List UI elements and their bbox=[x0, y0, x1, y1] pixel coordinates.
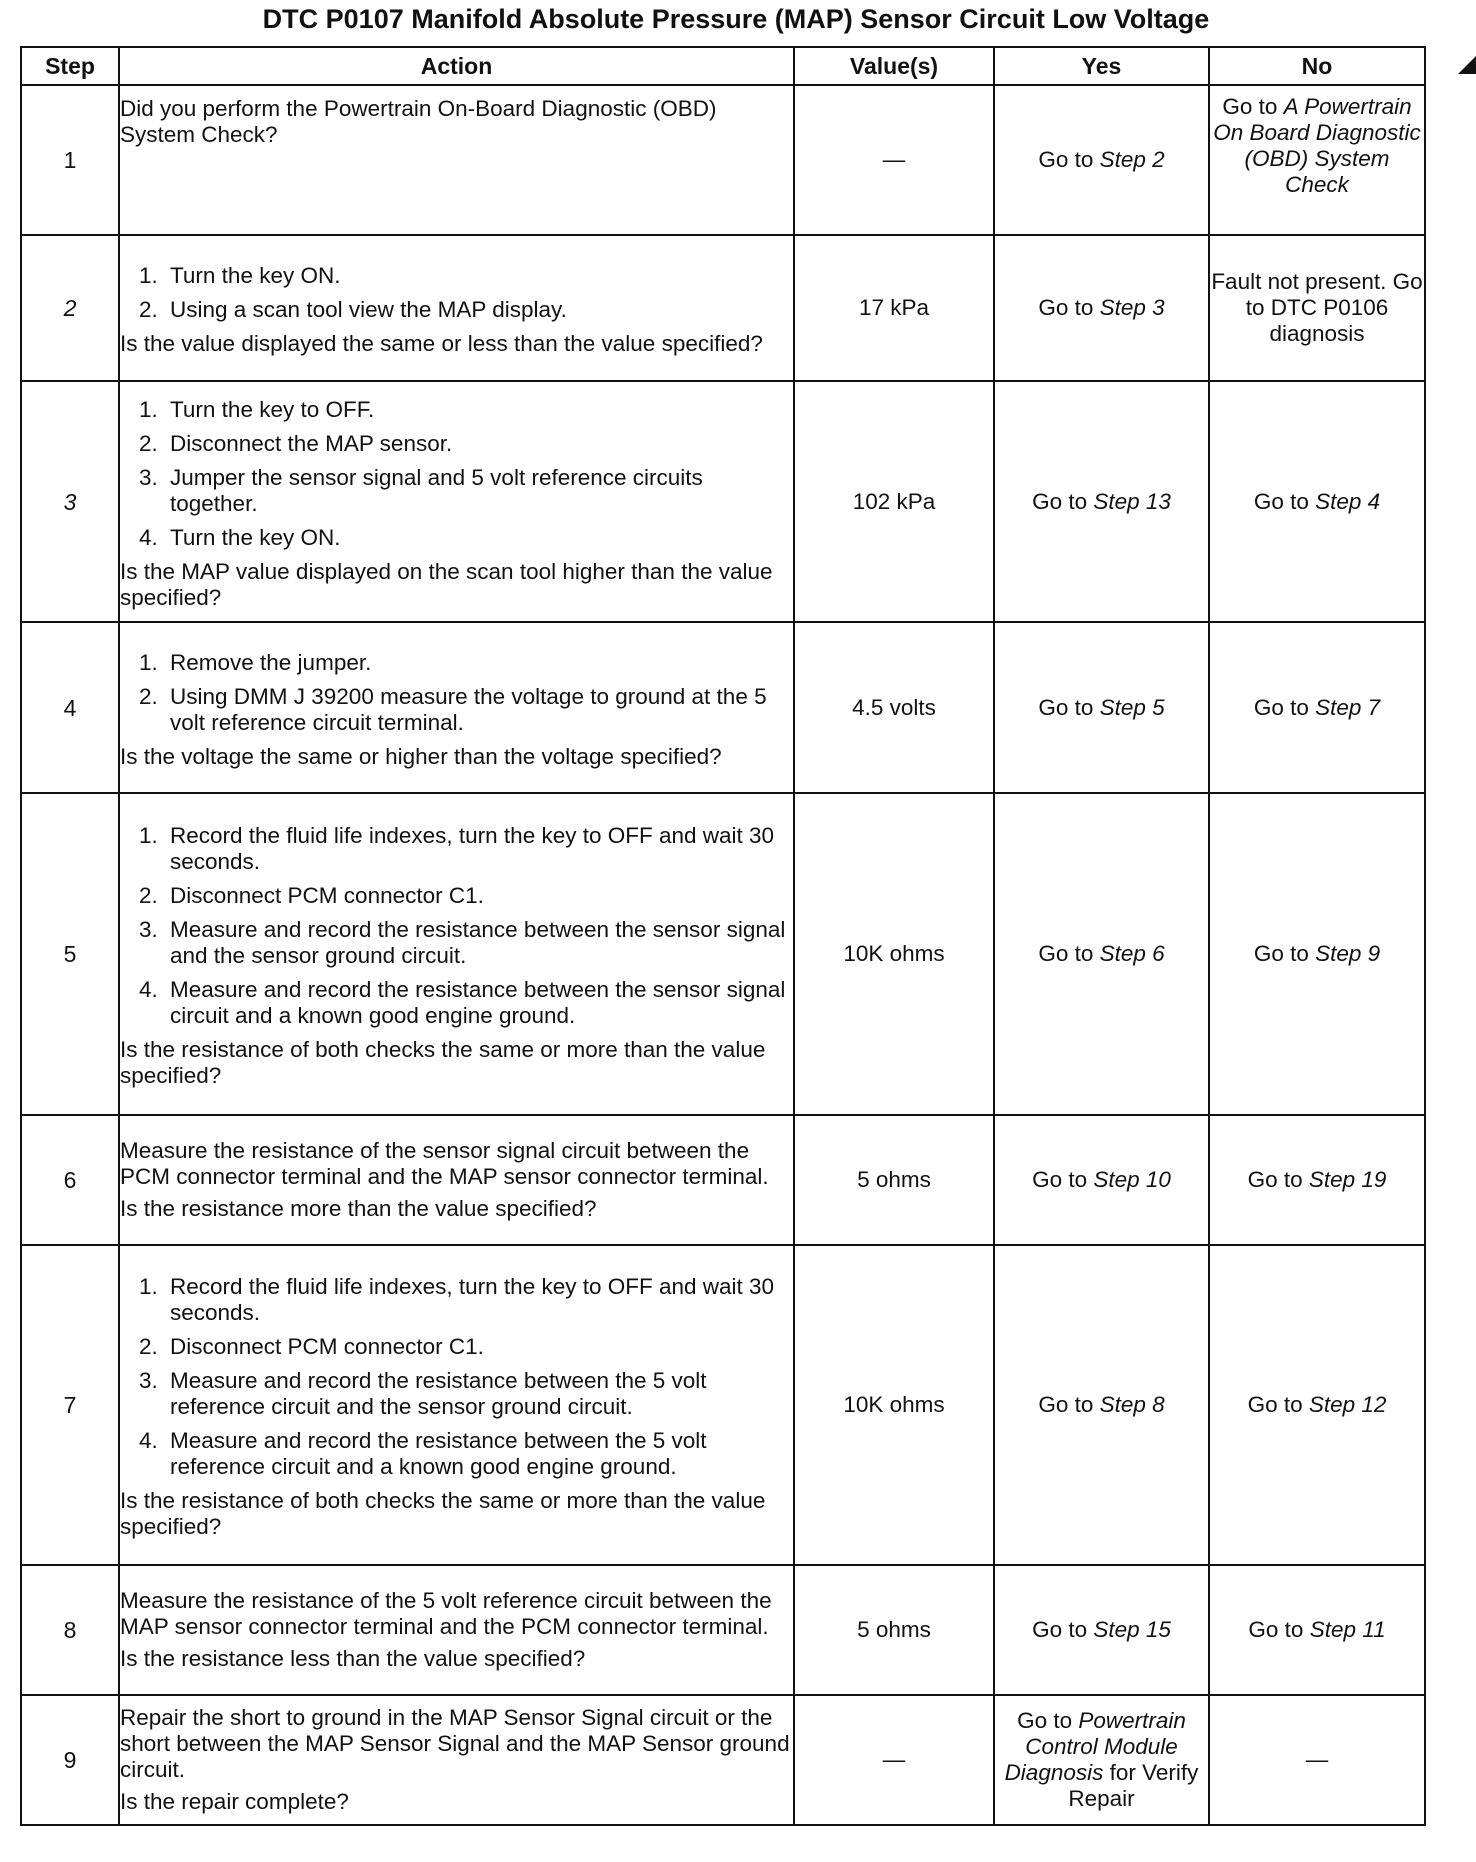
no-cell: Go to Step 19 bbox=[1209, 1115, 1425, 1245]
header-step: Step bbox=[21, 47, 119, 85]
value-cell: 5 ohms bbox=[794, 1565, 994, 1695]
action-question: Is the value displayed the same or less than the value specified? bbox=[120, 331, 763, 356]
yes-cell: Go to Step 5 bbox=[994, 622, 1209, 793]
action-cell bbox=[119, 1695, 794, 1825]
step-number: 5 bbox=[21, 793, 119, 1115]
action-question: Is the voltage the same or higher than the voltage specified? bbox=[120, 743, 722, 769]
step-number: 6 bbox=[21, 1115, 119, 1245]
header-values: Value(s) bbox=[794, 47, 994, 85]
action-step: 3. Measure and record the resistance between the 5 volt reference circuit and the sensor ground circuit. bbox=[164, 1368, 793, 1420]
action-text: Repair the short to ground in the MAP Sensor Signal circuit or the short between the MAP Sensor Signal and the MAP Sensor ground circuit. bbox=[120, 1705, 790, 1782]
action-text: Did you perform the Powertrain On-Board Diagnostic (OBD) System Check? bbox=[120, 96, 717, 147]
action-step: 1. Record the fluid life indexes, turn the key to OFF and wait 30 seconds. bbox=[164, 1274, 793, 1326]
action-step: 2. Disconnect PCM connector C1. bbox=[164, 1334, 793, 1360]
yes-cell: Go to Step 6 bbox=[994, 793, 1209, 1115]
yes-cell: Go to Step 8 bbox=[994, 1245, 1209, 1565]
corner-mark: ◢ bbox=[1458, 50, 1476, 77]
action-question: Is the resistance more than the value specified? bbox=[120, 1196, 597, 1221]
action-step: 3. Jumper the sensor signal and 5 volt reference circuits together. bbox=[164, 465, 793, 517]
action-step: 1. Turn the key ON. bbox=[164, 263, 793, 289]
header-no: No bbox=[1209, 47, 1425, 85]
step-number: 3 bbox=[21, 381, 119, 622]
step-number: 7 bbox=[21, 1245, 119, 1565]
table-row bbox=[21, 622, 1425, 793]
action-steps bbox=[120, 263, 793, 323]
diagnostic-table bbox=[20, 46, 1426, 1826]
action-step: 4. Measure and record the resistance between the 5 volt reference circuit and a known good engine ground. bbox=[164, 1428, 793, 1480]
table-row bbox=[21, 1245, 1425, 1565]
step-number: 9 bbox=[21, 1695, 119, 1825]
action-text: Measure the resistance of the 5 volt reference circuit between the MAP sensor connector terminal and the PCM connector terminal. bbox=[120, 1588, 772, 1639]
table-row bbox=[21, 381, 1425, 622]
no-cell: Go to Step 12 bbox=[1209, 1245, 1425, 1565]
step-number: 2 bbox=[21, 235, 119, 381]
page-title: DTC P0107 Manifold Absolute Pressure (MAP) Sensor Circuit Low Voltage bbox=[262, 4, 1210, 34]
step-number: 4 bbox=[21, 622, 119, 793]
action-step: 1. Turn the key to OFF. bbox=[164, 397, 793, 423]
action-text: Measure the resistance of the sensor signal circuit between the PCM connector terminal and the MAP sensor connector terminal. bbox=[120, 1138, 769, 1189]
value-cell: 17 kPa bbox=[794, 235, 994, 381]
yes-cell: Go to Step 15 bbox=[994, 1565, 1209, 1695]
action-cell bbox=[119, 235, 794, 381]
no-cell: — bbox=[1209, 1695, 1425, 1825]
table-row bbox=[21, 235, 1425, 381]
table-row bbox=[21, 1695, 1425, 1825]
action-step: 2. Using a scan tool view the MAP display. bbox=[164, 297, 793, 323]
action-question: Is the resistance less than the value specified? bbox=[120, 1646, 586, 1671]
value-cell: 4.5 volts bbox=[794, 622, 994, 793]
action-cell bbox=[119, 1115, 794, 1245]
step-number: 8 bbox=[21, 1565, 119, 1695]
action-cell bbox=[119, 793, 794, 1115]
value-cell: 10K ohms bbox=[794, 1245, 994, 1565]
no-cell: Fault not present. Go to DTC P0106 diagnosis bbox=[1209, 235, 1425, 381]
table-row bbox=[21, 1565, 1425, 1695]
no-cell: Go to Step 11 bbox=[1209, 1565, 1425, 1695]
action-cell bbox=[119, 1245, 794, 1565]
action-question: Is the resistance of both checks the same or more than the value specified? bbox=[120, 1488, 766, 1539]
value-cell: — bbox=[794, 85, 994, 235]
action-step: 2. Disconnect the MAP sensor. bbox=[164, 431, 793, 457]
table-row bbox=[21, 1115, 1425, 1245]
action-step: 2. Disconnect PCM connector C1. bbox=[164, 883, 793, 909]
yes-cell: Go to Step 3 bbox=[994, 235, 1209, 381]
action-cell bbox=[119, 622, 794, 793]
value-cell: 10K ohms bbox=[794, 793, 994, 1115]
value-cell: — bbox=[794, 1695, 994, 1825]
step-number: 1 bbox=[21, 85, 119, 235]
no-cell: Go to Step 4 bbox=[1209, 381, 1425, 622]
value-cell: 5 ohms bbox=[794, 1115, 994, 1245]
action-cell bbox=[119, 381, 794, 622]
action-question: Is the repair complete? bbox=[120, 1789, 349, 1814]
yes-cell: Go to Step 13 bbox=[994, 381, 1209, 622]
no-cell: Go to Step 9 bbox=[1209, 793, 1425, 1115]
action-question: Is the resistance of both checks the same or more than the value specified? bbox=[120, 1037, 766, 1088]
action-step: 4. Turn the key ON. bbox=[164, 525, 793, 551]
action-step: 3. Measure and record the resistance between the sensor signal and the sensor ground circuit. bbox=[164, 917, 793, 969]
action-step: 2. Using DMM J 39200 measure the voltage to ground at the 5 volt reference circuit terminal. bbox=[164, 684, 793, 736]
action-step: 1. Remove the jumper. bbox=[164, 650, 793, 676]
action-cell bbox=[119, 1565, 794, 1695]
action-steps bbox=[120, 1274, 793, 1480]
action-step: 4. Measure and record the resistance between the sensor signal circuit and a known good engine ground. bbox=[164, 977, 793, 1029]
action-cell bbox=[119, 85, 794, 235]
table-row bbox=[21, 793, 1425, 1115]
action-steps bbox=[120, 650, 793, 736]
header-action: Action bbox=[119, 47, 794, 85]
yes-cell: Go to Powertrain Control Module Diagnosis for Verify Repair bbox=[994, 1695, 1209, 1825]
value-cell: 102 kPa bbox=[794, 381, 994, 622]
action-steps bbox=[120, 823, 793, 1029]
yes-cell: Go to Step 10 bbox=[994, 1115, 1209, 1245]
no-cell: Go to A Powertrain On Board Diagnostic (OBD) System Check bbox=[1209, 85, 1425, 235]
no-cell: Go to Step 7 bbox=[1209, 622, 1425, 793]
table-header-row bbox=[21, 47, 1425, 85]
action-question: Is the MAP value displayed on the scan tool higher than the value specified? bbox=[120, 558, 773, 610]
action-steps bbox=[120, 397, 793, 551]
action-step: 1. Record the fluid life indexes, turn the key to OFF and wait 30 seconds. bbox=[164, 823, 793, 875]
table-row bbox=[21, 85, 1425, 235]
yes-cell: Go to Step 2 bbox=[994, 85, 1209, 235]
header-yes: Yes bbox=[994, 47, 1209, 85]
